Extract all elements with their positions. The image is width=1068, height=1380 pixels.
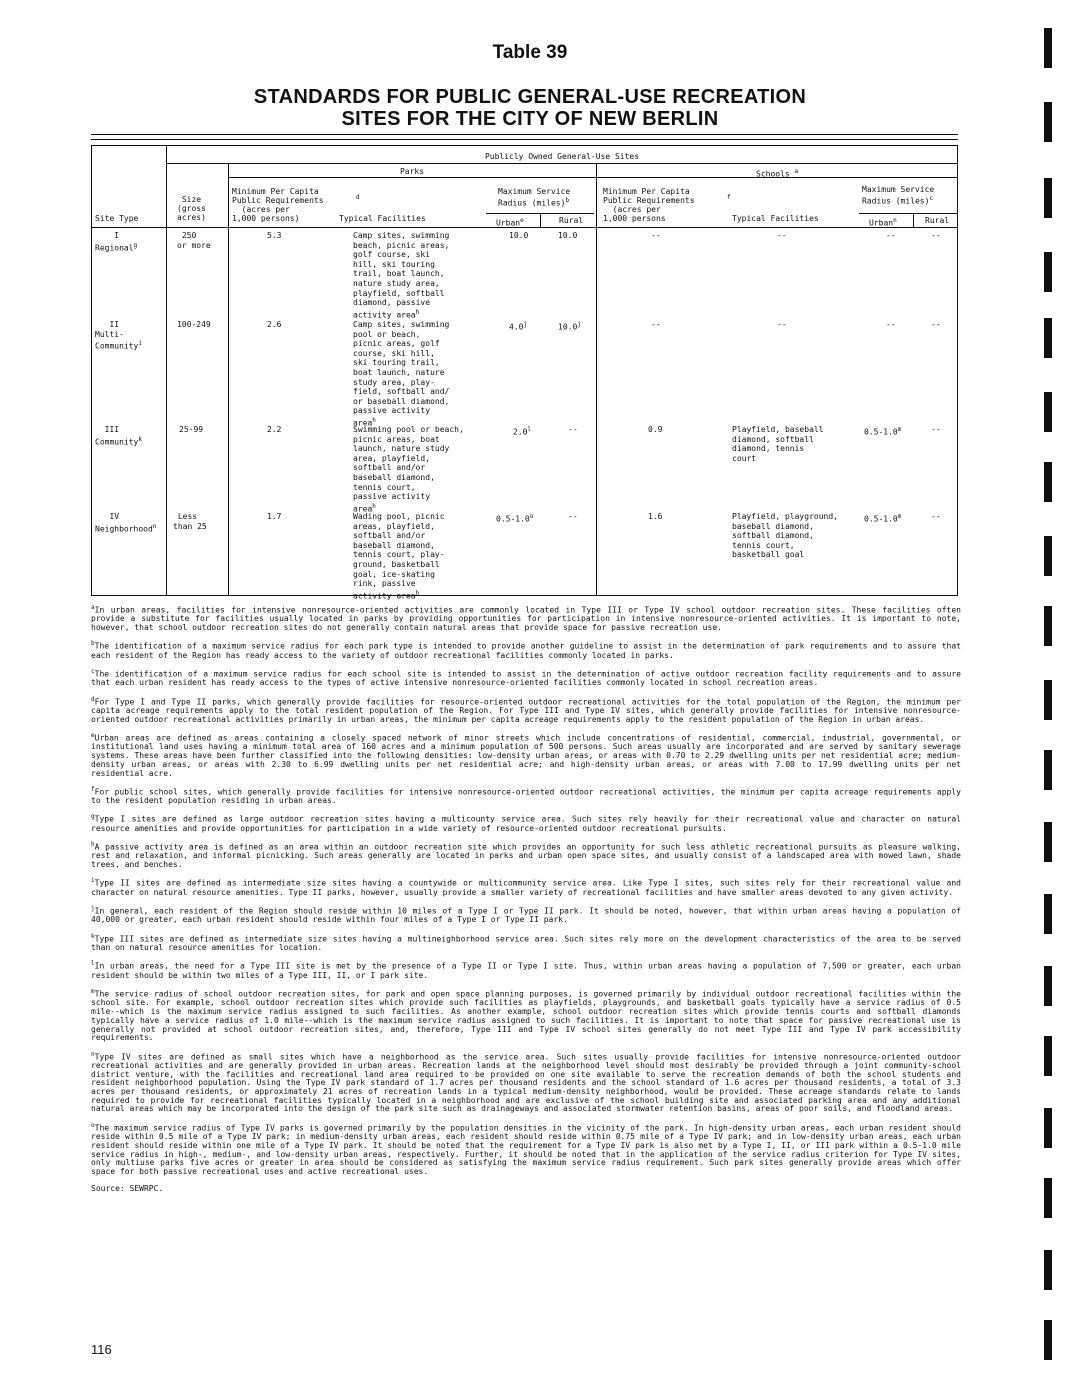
footnote-k: $^k$Type III sites are defined as intermediate size sites having a multineighborhood service area. Such sites rely more on the development characteristics of the area to be served than on natural resource amenities for location. — [91, 932, 961, 953]
footnote-c: $^c$The identification of a maximum service radius for each school site is intended to assist in the determination of active outdoor recreation facility requirements and to assure that each urban resident has ready access to the types of active intensive nonresource-oriented facilities commonly located in school recreation areas. — [91, 668, 961, 688]
row1-size: 250 or more — [177, 231, 211, 250]
scan-mark — [1044, 1108, 1052, 1148]
row4-site-type: IV Neighborhood$^n$ — [95, 512, 157, 534]
row2-school-facilities: -- — [777, 320, 787, 329]
scan-mark — [1044, 392, 1052, 432]
col-rural: Rural — [559, 216, 584, 225]
row4-school-min: 1.6 — [648, 512, 663, 521]
footnote-b: $^b$The identification of a maximum service radius for each park type is intended to provide another guideline to assist in the determination of park requirements and to assure that each resident of the Region has ready access to the variety of outdoor recreational facilities commonly located in parks. — [91, 640, 961, 660]
row4-school-urban: 0.5-1.0$^m$ — [864, 513, 902, 524]
scan-mark — [1044, 102, 1052, 142]
scan-mark — [1044, 28, 1052, 68]
row3-school-urban: 0.5-1.0$^m$ — [864, 426, 902, 437]
row2-rural: 10.0$^j$ — [558, 321, 581, 332]
scan-mark — [1044, 750, 1052, 790]
row1-school-rural: -- — [931, 231, 941, 240]
title-rule-2 — [91, 139, 958, 140]
scan-mark — [1044, 1320, 1052, 1360]
row3-rural: -- — [568, 425, 578, 434]
col-school-min: Minimum Per Capita Public Requirements (acres per 1,000 persons f — [603, 187, 731, 223]
footnote-i: $^i$Type II sites are defined as intermediate size sites having a countywide or multicommunity service area. Like Type I sites, such sites rely for their recreational value and character on natural resource amenities. Type II parks, however, usually provide a smaller variety of recreational facilities and have smaller areas devoted to any given activity. — [91, 877, 961, 897]
parks-header: Parks — [399, 167, 425, 176]
scan-mark — [1044, 178, 1052, 218]
scan-mark — [1044, 1036, 1052, 1076]
row1-urban: 10.0 — [509, 231, 529, 240]
row2-site-type: II Multi- Community$^i$ — [95, 320, 142, 351]
col-park-facilities: Typical Facilities — [339, 214, 426, 223]
row2-school-min: -- — [651, 320, 661, 329]
scan-mark — [1044, 318, 1052, 358]
row1-site-type: I Regional$^g$ — [95, 231, 138, 253]
footnotes — [91, 604, 961, 1193]
footnote-o: $^o$The maximum service radius of Type IV parks is governed primarily by the population densities in the vicinity of the park. In high-density urban areas, each urban resident should reside within 0.5 mile of a Type IV park; in medium-density urban areas, each resident should reside within 0.75 mile of a Type IV park; and in low-density urban areas, each urban resident should reside within one mile of a Type IV park. It should be noted that the requirement for a Type IV park is also met by a Type I, II, or III park within a 0.5-1.0 mile service radius in high-, medium-, and low-density urban areas, respectively. Further, it should be noted that in the application of the service radius criterion for Type IV sites, only multiuse parks five acres or greater in area should be considered as satisfying the maximum service radius requirement. Such park sites generally provide areas which offer space for both passive recreational uses and active recreational uses. — [91, 1121, 961, 1176]
col-school-urban: Urban$^n$ — [869, 217, 897, 228]
footnote-h: $^h$A passive activity area is defined as an area within an outdoor recreation site which provides an opportunity for such less athletic recreational pursuits as pleasure walking, rest and relaxation, and informal picnicking. Such areas generally are located in parks and urban open space sites, and usually consist of a landscaped area with mowed lawn, shade trees, and benches. — [91, 841, 961, 870]
row3-park-min: 2.2 — [267, 425, 282, 434]
row2-urban: 4.0$^j$ — [509, 321, 528, 332]
scan-mark — [1044, 1178, 1052, 1218]
scan-mark — [1044, 966, 1052, 1006]
row4-park-min: 1.7 — [267, 512, 282, 521]
row3-school-min: 0.9 — [648, 425, 663, 434]
table-title — [180, 86, 880, 130]
row4-rural: -- — [568, 512, 578, 521]
row4-school-rural: -- — [931, 512, 941, 521]
row4-park-facilities: Wading pool, picnic areas, playfield, softball and/or baseball diamond, tennis court, play- ground, basketball goal, ice-skating rink, passive activity area$^h$ — [353, 512, 445, 601]
schools-header: Schools $^a$ — [756, 168, 799, 179]
row4-urban: 0.5-1.0$^o$ — [496, 513, 534, 524]
scan-mark — [1044, 1250, 1052, 1290]
row2-park-min: 2.6 — [267, 320, 282, 329]
row1-park-facilities: Camp sites, swimming beach, picnic areas, golf course, ski hill, ski touring trail, boat launch, nature study area, playfield, softball diamond, passive activity area$^h$ — [353, 231, 450, 320]
col-park-radius: Maximum Service Radius (miles)$^b$ — [498, 187, 571, 208]
col-school-rural: Rural — [925, 216, 950, 225]
row1-school-min: -- — [651, 231, 661, 240]
footnote-l: $^l$In urban areas, the need for a Type III site is met by the presence of a Type II or Type I site. Thus, within urban areas having a population of 7,500 or greater, each urban resident should be within two miles of a Type III, II, or I park site. — [91, 960, 961, 980]
scan-mark — [1044, 252, 1052, 292]
scan-mark — [1044, 894, 1052, 934]
scan-mark — [1044, 822, 1052, 862]
footnote-m: $^m$The service radius of school outdoor recreation sites, for park and open space planning purposes, is governed primarily by individual outdoor recreational facilities within the school site. For example, school outdoor recreation sites which provide such facilities as playfields, playgrounds, and basketball goals typically have a service radius of 0.5 mile--which is the maximum service radius assigned to such facilities. As another example, school outdoor recreation sites which provide tennis courts and softball diamonds typically have a service radius of 1.0 mile--which is the maximum service radius assigned to such facilities. It is important to note that space for passive recreational use is generally not provided at school outdoor recreation sites, and, therefore, Type III and Type IV school sites generally do not meet Type III and Type IV park accessibility requirements. — [91, 988, 961, 1043]
row1-park-min: 5.3 — [267, 231, 282, 240]
col-urban: Urban$^e$ — [496, 217, 524, 228]
row3-park-facilities: Swimming pool or beach, picnic areas, boat launch, nature study area, playfield, softball and/or baseball diamond, tennis court, passive activity area$^h$ — [353, 425, 464, 514]
scan-mark — [1044, 536, 1052, 576]
footnote-d: $^d$For Type I and Type II parks, which generally provide facilities for resource-oriented outdoor recreational activities for the total population of the Region, the minimum per capita acreage requirements apply to the total resident population of the Region. For Type III and Type IV sites, which generally provide facilities for intensive nonresource-oriented outdoor recreational activities primarily in urban areas, the minimum per capita acreage requirements apply to the resident population of the Region in urban areas. — [91, 695, 961, 724]
footnote-g: $^g$Type I sites are defined as large outdoor recreation sites having a multicounty service area. Such sites rely heavily for their recreational value and character on natural resource amenities and provide opportunities for participation in a wide variety of resource-oriented outdoor recreational pursuits. — [91, 813, 961, 833]
scan-mark — [1044, 606, 1052, 646]
footnote-e: $^e$Urban areas are defined as areas containing a closely spaced network of minor streets which include concentrations of residential, commercial, industrial, governmental, or institutional land uses having a minimum total area of 160 acres and a minimum population of 500 persons. Such areas usually are incorporated and are served by sanitary sewerage systems. These areas have been further classified into the following densities: low-density urban areas, or areas with 0.70 to 2.29 dwelling units per net residential acre; medium-density urban areas, or areas with 2.30 to 6.99 dwelling units per net residential acre; and high-density urban areas, or areas with 7.00 to 17.99 dwelling units per net residential acre. — [91, 732, 961, 778]
row1-rural: 10.0 — [558, 231, 578, 240]
col-site-type: Site Type — [95, 214, 139, 223]
row2-size: 100-249 — [177, 320, 211, 329]
standards-table — [91, 145, 958, 601]
scan-mark — [1044, 680, 1052, 720]
row1-school-urban: -- — [886, 231, 896, 240]
footnote-n: $^n$Type IV sites are defined as small sites which have a neighborhood as the service area. Such sites usually provide facilities for intensive nonresource-oriented outdoor recreational activities and are generally provided in urban areas. Recreation lands at the neighborhood level should most desirably be provided through a joint community-school district venture, with the facilities and recreational land area required to be provided on one site available to serve the recreation demands of both the school students and resident neighborhood population. Using the Type IV park standard of 1.7 acres per thousand residents and the school standard of 1.6 acres per thousand residents, a total of 3.3 acres per thousand residents, or approximately 21 acres of recreation lands in a typical medium-density neighborhood, would be provided. These acreage standards relate to lands required to provide for recreational facilities typically located in a neighborhood and are exclusive of the school building site and associated parking area and any additional natural areas which may be incorporated into the design of the park site such as drainageways and associated stormwater retention basins, areas of poor soils, and floodland areas. — [91, 1050, 961, 1114]
source-line: Source: SEWRPC. — [91, 1184, 164, 1194]
footnote-a: $^a$In urban areas, facilities for intensive nonresource-oriented activities are commonly located in Type III or Type IV school outdoor recreation sites. These facilities often provide a substitute for facilities usually located in parks by providing opportunities for participation in intensive nonresource-oriented activities. It is important to note, however, that school outdoor recreation sites do not generally contain natural areas that provide space for passive recreation use. — [91, 604, 961, 633]
page-number: 116 — [91, 1342, 112, 1357]
col-school-facilities: Typical Facilities — [732, 214, 819, 223]
table-number: Table 39 — [492, 42, 568, 63]
row2-school-rural: -- — [931, 320, 941, 329]
col-park-min: Minimum Per Capita Public Requirements (acres per 1,000 persons) d — [232, 187, 360, 223]
row3-site-type: III Community$^k$ — [95, 425, 142, 447]
row3-size: 25-99 — [179, 425, 204, 434]
footnote-f: $^f$For public school sites, which generally provide facilities for intensive nonresource-oriented outdoor recreational activities, the minimum per capita acreage requirements apply to the resident population residing in urban areas. — [91, 785, 961, 806]
row1-school-facilities: -- — [777, 231, 787, 240]
group-header: Publicly Owned General-Use Sites — [484, 152, 640, 161]
row3-school-facilities: Playfield, baseball diamond, softball diamond, tennis court — [732, 425, 824, 463]
row3-school-rural: -- — [931, 425, 941, 434]
footnote-j: $^j$In general, each resident of the Region should reside within 10 miles of a Type I or Type II park. It should be noted, however, that within urban areas having a population of 40,000 or greater, each urban resident should reside within four miles of a Type I or Type II park. — [91, 905, 961, 925]
title-line-2: SITES FOR THE CITY OF NEW BERLIN — [341, 108, 719, 130]
row3-urban: 2.0$^l$ — [513, 426, 532, 437]
scan-mark — [1044, 462, 1052, 502]
row2-school-urban: -- — [886, 320, 896, 329]
row4-school-facilities: Playfield, playground, baseball diamond, softball diamond, tennis court, basketball goal — [732, 512, 838, 560]
title-line-1: STANDARDS FOR PUBLIC GENERAL-USE RECREATION — [253, 86, 807, 108]
col-school-radius: Maximum Service Radius (miles)$^c$ — [862, 185, 935, 206]
col-size: Size (gross acres) — [177, 195, 206, 222]
title-rule — [91, 134, 958, 135]
row4-size: Less than 25 — [173, 512, 207, 531]
row2-park-facilities: Camp sites, swimming pool or beach, picnic areas, golf course, ski hill, ski touring trail, boat launch, nature study area, play- field, softball and/ or baseball diamond, passive activity area$^h$ — [353, 320, 450, 428]
